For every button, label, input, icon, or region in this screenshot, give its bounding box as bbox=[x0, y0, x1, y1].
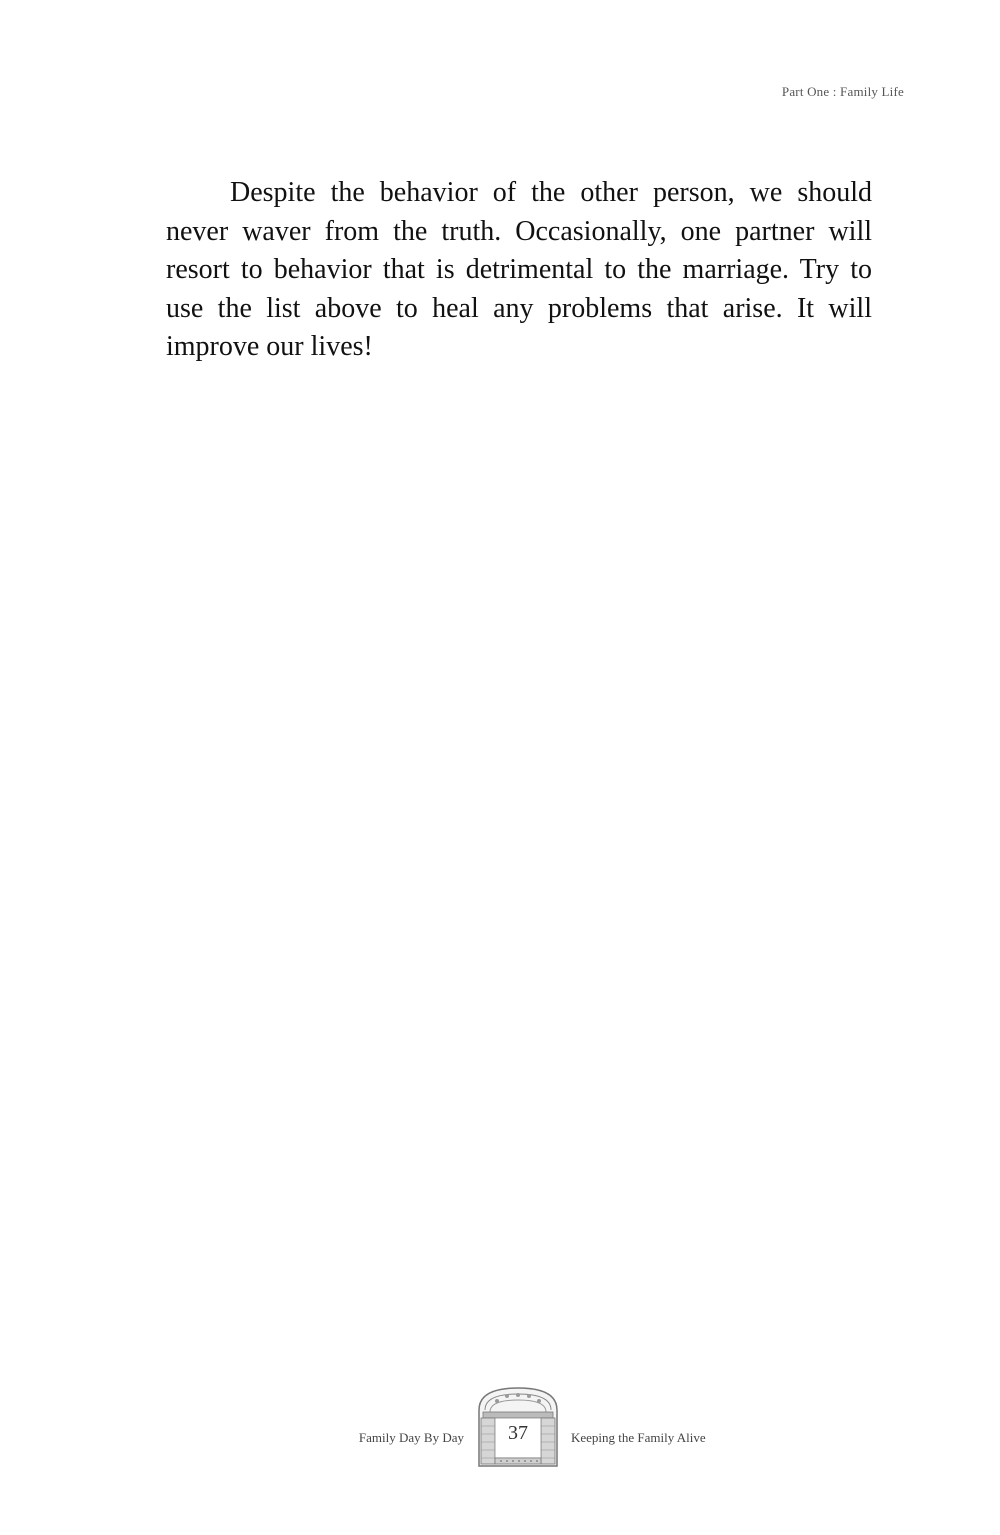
page-footer bbox=[0, 1384, 1000, 1474]
footer-chapter-title: Keeping the Family Alive bbox=[571, 1430, 706, 1445]
body-paragraph: Despite the behavior of the other person, we should never waver from the truth. Occasionally, one partner will resort to behavior that is detrimental to the marriage. Try to use the list above to heal any problems that arise. It will improve our lives! bbox=[166, 177, 872, 362]
running-header: Part One : Family Life bbox=[781, 84, 904, 99]
footer-book-title: Family Day By Day bbox=[358, 1430, 464, 1445]
page-number: 37 bbox=[508, 1422, 528, 1444]
